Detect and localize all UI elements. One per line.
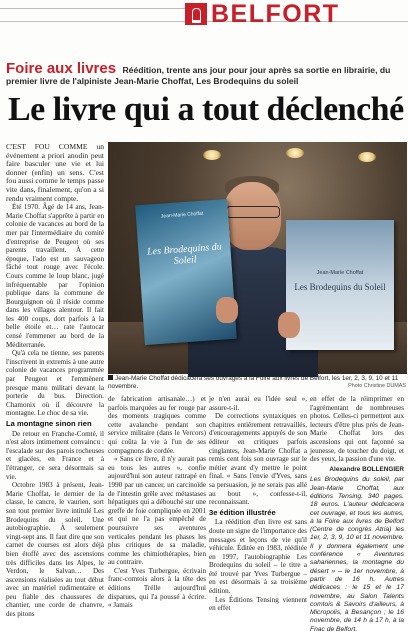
author-glasses bbox=[226, 206, 280, 218]
ceiling-light bbox=[358, 152, 376, 162]
photo-credit: Photo Christine DUMAS bbox=[348, 383, 406, 389]
paragraph: C'est Yves Turbergue, écrivain franc-comtois alors à la tête des éditions Trélle aujourd'hui disparues, qui l'a poussé à écrire. « Jamais bbox=[108, 566, 206, 610]
column-1 bbox=[6, 143, 104, 619]
paragraph: Été 1970. Âgé de 14 ans, Jean-Marie Choffat s'apprête à partir en colonie de vacances au bord de la mer par l'intermédiaire du comité d'entreprise de Peugeot où ses parents travaillent. À cette époque, l'ado est un sauvageon fâché tout rouge avec l'école. Cours comme le loup blanc, jugé infréquentable par l'opinion publique dans la commune de Bourguignon où il réside comme dans les villages alentour. Il fait les 400 coups, dort parfois à la belle étoile et… rate l'autocar censé l'emmener au bord de la Méditerranée. bbox=[6, 203, 104, 349]
kicker bbox=[6, 60, 404, 87]
subheading: La montagne sinon rien bbox=[6, 419, 92, 428]
paragraph: je n'en aurai eu l'idée seul », assure-t-il. bbox=[209, 395, 307, 412]
paragraph: en effet de la réimprimer en l'agrémentant de nombreuses photos. Celles-ci permettent aux lecteurs d'être plus près de Jean-Marie Choffat lors des ascensions qui ont façonné sa jeunesse, de toucher du doigt, et des yeux, la passion d'une vie. bbox=[310, 395, 404, 464]
paragraph: De retour en Franche-Comté, il n'est alors intimement convaincu : l'escalade sur des parois rocheuses et glacées, en France et à l'étranger, ce sera désormais sa vie. bbox=[6, 429, 104, 481]
book-author: Jean-Marie Choffat bbox=[160, 210, 204, 220]
paragraph: La réédition d'un livre est sans doute un signe de l'importance des messages et leçons de vie qu'il véhicule. Éditée en 1983, rééditée en 1997, l'autobiographie Les Brodequins du soleil – le titre a été trouvé par Yves Turbergue – en est désormais à sa troisième édition. bbox=[209, 518, 308, 596]
paragraph: Octobre 1983 à présent, Jean-Marie Choffat, le dernier de la classe, le cancre, le vaurien, sort son tout premier livre intitulé Les Brodequins du soleil. Une autobiographie. À seulement vingt-sept ans. Il faut dire que son carnet de courses est alors déjà bien étoffé avec des ascensions très difficiles dans les Alpes, le Verdon, le Salvan… Des ascensions réalisées au tout début avec un matériel rudimentaire et peu fiable des chaussures de chantier, une corde de chanvre, des pitons bbox=[6, 481, 104, 619]
book-title: Les Brodequins du Soleil bbox=[294, 282, 386, 292]
paragraph: De corrections syntaxiques en chapitres entièrement retravaillés, d'encouragements appuyés de son éditeur en critiques parfois cinglantes, Jean-Marie Choffat a remis cent fois son ouvrage sur le métier avant d'y mettre le point final. « Sans l'envie d'Yves, sans sa persuasion, je ne serais pas allé au bout », confesse-t-il, reconnaissant. bbox=[209, 412, 307, 507]
kicker-text: Réédition, trente ans jour pour jour après sa sortie en librairie, du premier livre de l'alpiniste Jean-Marie Choffat, Les Brodequins du soleil bbox=[6, 65, 391, 86]
paragraph: de fabrication artisanale…) et parfois marquées au fer rouge par des moments tragiques comme cette avalanche pendant son service militaire (dans le Vercors) qui coûta la vie à l'un de ses compagnons de cordée. bbox=[108, 395, 206, 455]
column-3 bbox=[209, 395, 307, 613]
caption-text: Jean-Marie Choffat dédicacera ses ouvrages à la Foire aux livres de Belfort, les 1er, 2, 3, 9, 10 et 11 novembre. bbox=[108, 375, 399, 390]
headline: Le livre qui a tout déclenché bbox=[8, 91, 404, 128]
author-hand bbox=[216, 297, 238, 323]
book-cover-left bbox=[135, 199, 237, 345]
subheading: 3e édition illustrée bbox=[209, 507, 276, 517]
section-city: BELFORT bbox=[211, 0, 340, 28]
newspaper-logo-icon bbox=[185, 3, 207, 25]
author-photo bbox=[108, 142, 407, 374]
book-title: Les Brodequins du Soleil bbox=[146, 241, 223, 267]
ceiling-light bbox=[286, 148, 304, 158]
book-author: Jean-Marie Choffat bbox=[316, 270, 364, 276]
author-hand bbox=[278, 312, 300, 338]
column-4 bbox=[310, 395, 404, 634]
ceiling-light bbox=[203, 150, 221, 160]
book-info: Les Brodequins du soleil, par Jean-Marie Choffat, aux éditions Tensing. 340 pages. 18 euros. L'auteur dédicacera cet ouvrage, et tous les autres, à la Foire aux livres de Belfort (Centre de congrès Atria) les 1er, 2, 3, 9, 10 et 11 novembre. Il y donnera également une conférence « Aventures sahariennes, la montagne du désert » – le 1er novembre, à partir de 16 h. Autres dédicaces : le 15 et le 17 novembre, au Salon Talents comtois & Savoirs d'ailleurs, à Micropolis, à Besançon ; le 16 novembre, de 14 h à 17 h, à la Fnac de Belfort. bbox=[310, 476, 404, 633]
paragraph: « Sans ce livre, il n'y aurait pas eu tous les autres », confie aujourd'hui son auteur rattrapé en 1990 par un cancer, un carcinoïde de l'intestin grêle avec métastases hépatiques qui a débouché sur une greffe de foie compliquée en 2001 et qui ne l'a pas empêché de poursuivre ses aventures verticales pendant les phases les plus critiques de sa maladie, comme les chimiothérapies, bien au contraire. bbox=[108, 455, 206, 567]
paragraph: Les Éditions Tensing viennent en effet bbox=[209, 595, 307, 613]
book-cover-right bbox=[286, 220, 394, 350]
kicker-label: Foire aux livres bbox=[6, 60, 117, 77]
column-2 bbox=[108, 395, 206, 610]
author-signature: Alexandre BOLLENGIER bbox=[329, 465, 404, 473]
lead-paragraph: C'EST FOU COMME un événement a priori anodin peut faire basculer une vie et lui donner (enfin) un sens. C'est fou aussi comme le temps passe vite dans, finalement, qu'on a si rendu vraiment compte. bbox=[6, 142, 104, 203]
caption-square-icon bbox=[108, 375, 113, 380]
paragraph: Qu'à cela ne tienne, ses parents l'inscrivent in extremis à une autre colonie de vacances programmée par Peugeot et l'emmènent presque manu militari devant la porterie du bus. Direction. Chamonix où il découvre la montagne. Le choc de sa vie. bbox=[6, 349, 104, 418]
